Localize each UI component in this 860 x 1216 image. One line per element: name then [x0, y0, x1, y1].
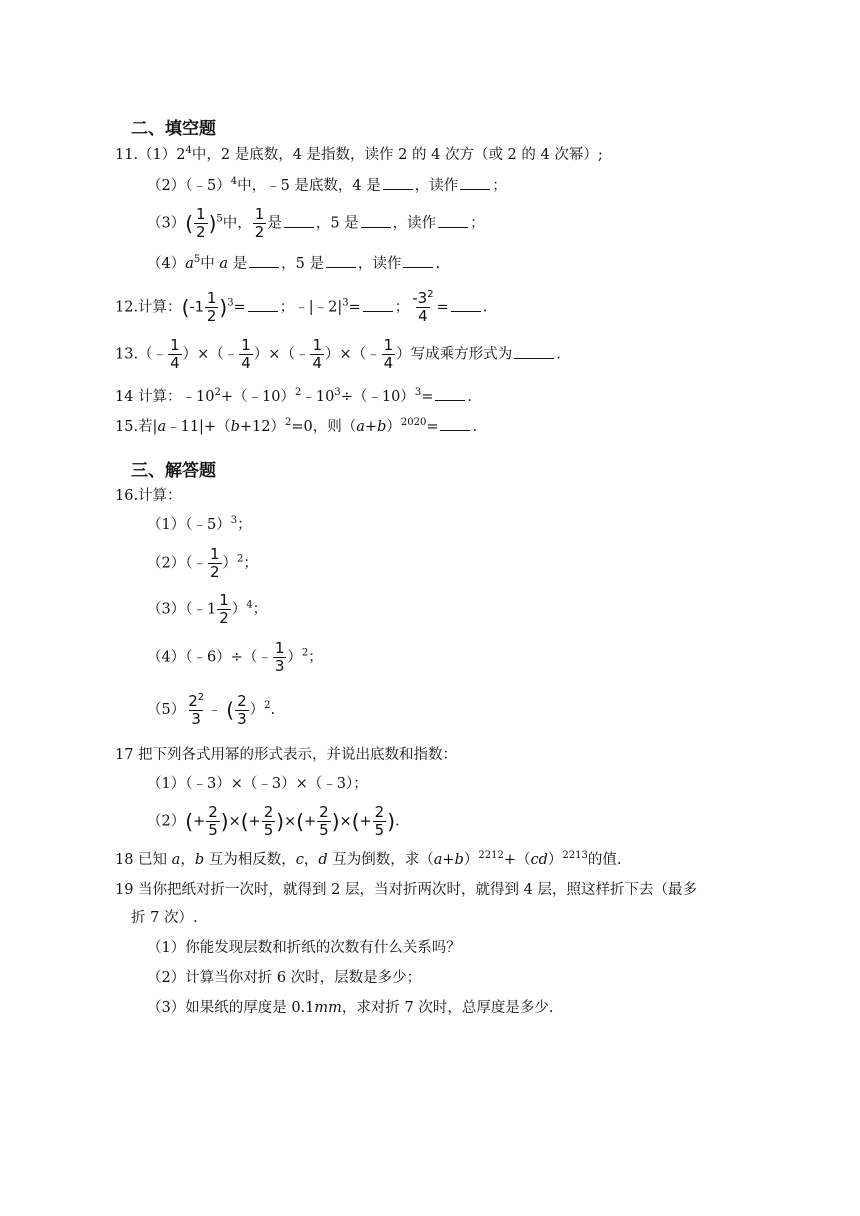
fraction: $\frac{2}{3}$ — [237, 691, 247, 728]
q18: 18 已知 a，b 互为相反数，c，d 互为倒数，求$(a+b)^{2212}+(cd)^{2213}$的值. — [115, 850, 622, 868]
fraction: $\frac{1}{3}$ — [274, 639, 285, 675]
fraction: $\frac{1}{4}$ — [312, 336, 323, 372]
fraction: $\frac{2}{5}$ — [263, 803, 274, 839]
answer-blank[interactable] — [249, 253, 279, 268]
q16-title: 16.计算： — [115, 488, 182, 504]
fraction: $\frac{1}{4}$ — [170, 336, 180, 372]
q11-line-2: （2）（﹣5）$^4$中，﹣5 是底数，4 是 ，读作 ； — [147, 176, 507, 194]
fraction: $\frac{2}{5}$ — [319, 803, 329, 839]
fraction: $\frac{1}{2}$ — [206, 289, 217, 325]
answer-blank[interactable] — [248, 297, 278, 312]
answer-blank[interactable] — [451, 297, 481, 312]
q11-line-1: $11.(1)2^4$中，2 是底数，4 是指数，读作 2 的 4 次方（或 2 的 4 次幂）; — [115, 145, 603, 163]
q12: 12.计算：(-1 $\frac{1}{2}$ )$^3$= ；$﹣|﹣2|^3=$ ； $\frac{-3^2}{4}$ = . — [115, 289, 488, 325]
answer-blank[interactable] — [284, 213, 314, 228]
answer-blank[interactable] — [438, 213, 468, 228]
q11-line-4: $(4)a^5$中 a 是 ，5 是 ，读作 . — [147, 254, 441, 272]
answer-blank[interactable] — [435, 386, 465, 401]
section-3-heading: 三、解答题 — [131, 461, 216, 481]
q17-part-2: （2）(+ $\frac{2}{5}$ )×(+ $\frac{2}{5}$ )×(+ $\frac{2}{5}$ )×(+ $\frac{2}{5}$ ). — [147, 803, 400, 839]
q19-part-2: （2）计算当你对折 6 次时，层数是多少； — [147, 970, 422, 986]
answer-blank[interactable] — [514, 344, 554, 359]
q11-line-3: （3）( $\frac{1}{2}$ )$^5$中， $\frac{1}{2}$ 是 ，5 是 ，读作 ； — [147, 205, 485, 241]
q16-part-1: （1）（﹣5）$^3$； — [147, 515, 252, 533]
fraction: $\frac{1}{2}$ — [219, 591, 229, 627]
fraction: $\frac{1}{4}$ — [383, 336, 394, 372]
answer-blank[interactable] — [403, 253, 433, 268]
q16-part-5: （5） $\frac{2^2}{3}$ ﹣ ( $\frac{2}{3}$ ）$^2$. — [147, 691, 276, 728]
q19-line-2: 折 7 次）. — [131, 910, 198, 926]
q19-part-3: （3）如果纸的厚度是 0.1mm，求对折 7 次时，总厚度是多少. — [147, 1000, 554, 1016]
fraction: $\frac{-3^2}{4}$ — [412, 289, 434, 325]
section-2-heading: 二、填空题 — [131, 119, 216, 139]
q17-title: 17 把下列各式用幂的形式表示，并说出底数和指数： — [115, 747, 458, 763]
answer-blank[interactable] — [383, 175, 413, 190]
q19-part-1: （1）你能发现层数和折纸的次数有什么关系吗？ — [147, 940, 461, 956]
answer-blank[interactable] — [460, 175, 490, 190]
answer-blank[interactable] — [363, 297, 393, 312]
fraction: $\frac{1}{2}$ — [209, 545, 220, 581]
fraction: $\frac{1}{4}$ — [241, 336, 251, 372]
q17-part-1: （1）（﹣3）×（﹣3）×（﹣3）； — [147, 776, 368, 792]
q14: 14 计算：$﹣10^2+(﹣10)^2﹣10^3\div(﹣10)^3=$ . — [115, 387, 472, 405]
answer-blank[interactable] — [361, 213, 391, 228]
q16-part-3: （3）（﹣1 $\frac{1}{2}$ ）$^4$； — [147, 591, 268, 627]
answer-blank[interactable] — [326, 253, 356, 268]
fraction: $\frac{1}{2}$ — [254, 205, 265, 241]
fraction: $\frac{2}{5}$ — [208, 803, 218, 839]
answer-blank[interactable] — [440, 416, 470, 431]
fraction: $\frac{2^2}{3}$ — [188, 691, 205, 728]
q16-part-4: （4）（﹣6）÷（﹣ $\frac{1}{3}$ ）$^2$； — [147, 639, 323, 675]
q16-part-2: （2）（﹣ $\frac{1}{2}$ ）$^2$； — [147, 545, 258, 581]
q19-line-1: 19 当你把纸对折一次时，就得到 2 层，当对折两次时，就得到 4 层，照这样折下去（最多 — [115, 882, 697, 898]
q15: 15.若$|a﹣11|+(b+12)^2=0$，则$(a+b)^{2020}=$ . — [115, 417, 478, 435]
fraction: $\frac{1}{2}$ — [196, 205, 206, 241]
q13: 13.（﹣ $\frac{1}{4}$ ）×（﹣ $\frac{1}{4}$ ）×（﹣ $\frac{1}{4}$ ）×（﹣ $\frac{1}{4}$ ）写成乘方形式为 . — [115, 336, 561, 372]
fraction: $\frac{2}{5}$ — [374, 803, 385, 839]
